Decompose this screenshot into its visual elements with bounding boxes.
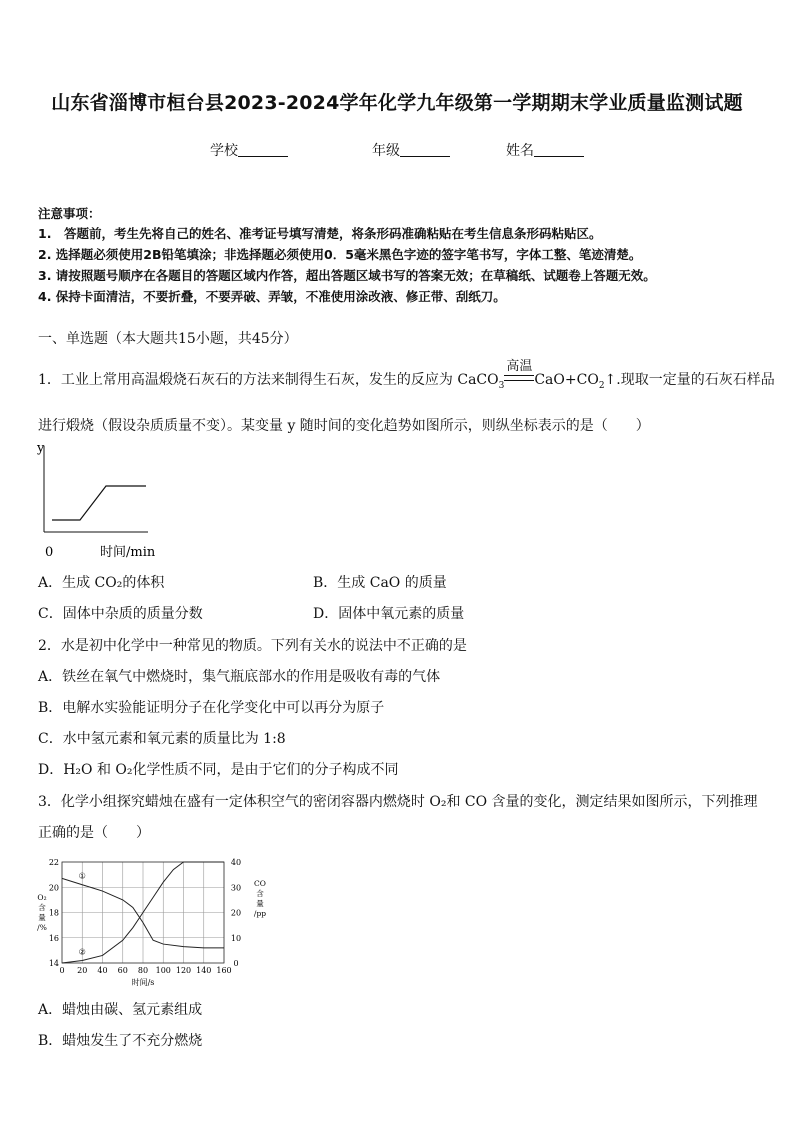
name-field (506, 140, 584, 160)
section-heading: 一、单选题（本大题共15小题，共45分） (38, 331, 298, 347)
y-right-tick-label: 20 (230, 908, 242, 918)
q1-stem-line2: 进行煅烧（假设杂质质量不变）。某变量 y 随时间的变化趋势如图所示，则纵坐标表示的是（ ） (38, 418, 650, 434)
q3-option-a: A．蜡烛由碳、氢元素组成 (38, 1002, 203, 1018)
notice-item: 1. 答题前，考生先将自己的姓名、准考证号填写清楚，将条形码准确粘贴在考生信息条形码粘贴区。 (38, 226, 602, 241)
equal-sign (504, 375, 534, 381)
notice-item: 2. 选择题必须使用2B铅笔填涂；非选择题必须使用0．5毫米黑色字迹的签字笔书写，字体工整、笔迹清楚。 (38, 247, 642, 262)
x-tick-label: 60 (117, 966, 128, 975)
q2-stem: 2．水是初中化学中一种常见的物质。下列有关水的说法中不正确的是 (38, 638, 467, 654)
q1-stem-post2: ↑.现取一定量的石灰石样品 (604, 372, 775, 388)
x-axis-title: 时间/s (131, 978, 155, 987)
x-tick-label: 160 (216, 966, 232, 975)
notice-heading: 注意事项： (38, 206, 101, 221)
q2-option-b: B．电解水实验能证明分子在化学变化中可以再分为原子 (38, 700, 385, 716)
y-left-axis-title: /% (37, 923, 47, 932)
y-right-tick-label: 10 (230, 933, 242, 943)
x-axis-label: 时间/min (100, 545, 156, 560)
school-field (210, 140, 288, 160)
grade-label: 年级 (372, 143, 400, 159)
q3-option-b: B．蜡烛发生了不充分燃烧 (38, 1033, 203, 1049)
y-left-tick-label: 20 (48, 883, 59, 893)
series-marker-label: ② (78, 947, 86, 957)
x-tick-label: 40 (97, 966, 108, 975)
exam-title: 山东省淄博市桓台县2023-2024学年化学九年级第一学期期末学业质量监测试题 (51, 92, 743, 114)
q2-option-c: C．水中氢元素和氧元素的质量比为 1:8 (38, 731, 286, 747)
y-axis-label: y (37, 441, 45, 456)
x-tick-label: 0 (59, 966, 65, 975)
grade-blank (400, 142, 450, 157)
q1-stem-pre: 1．工业上常用高温煅烧石灰石的方法来制得生石灰，发生的反应为 CaCO (38, 372, 499, 388)
notice-item: 3. 请按照题号顺序在各题目的答题区域内作答，超出答题区域书写的答案无效；在草稿纸、试题卷上答题无效。 (38, 268, 656, 283)
name-blank (534, 142, 584, 157)
school-label: 学校 (210, 143, 238, 159)
q3-chart (34, 850, 274, 992)
x-tick-label: 20 (77, 966, 88, 975)
q3-stem-line2: 正确的是（ ） (38, 825, 150, 841)
y-right-tick-label: 0 (233, 959, 239, 968)
trend-line (52, 486, 146, 520)
q1-option-b: B．生成 CaO 的质量 (313, 575, 447, 591)
reaction-condition-label: 高温 (506, 359, 533, 374)
q1-stem-post: CaO+CO (534, 372, 599, 388)
chart-ticks (49, 858, 241, 975)
x-tick-label: 140 (196, 966, 212, 975)
q3-stem: 3．化学小组探究蜡烛在盛有一定体积空气的密闭容器内燃烧时 O₂和 CO 含量的变化，测定结果如图所示，下列推理 (38, 794, 758, 810)
y-left-tick-label: 16 (48, 933, 59, 943)
y-right-axis-title: 量 (256, 899, 264, 908)
y-left-axis-title: O₂ (37, 893, 47, 902)
x-tick-label: 120 (175, 966, 192, 975)
y-right-axis-title: CO (254, 879, 266, 888)
series-marker-label: ① (78, 871, 86, 881)
q1-stem: 1．工业上常用高温煅烧石灰石的方法来制得生石灰，发生的反应为 CaCO$_3$ 高温 $CaO+CO_2↑$.现取一定量的石灰石样品 (38, 369, 775, 391)
q1-option-c: C．固体中杂质的质量分数 (38, 606, 203, 622)
y-right-axis-title: 含 (256, 889, 264, 898)
y-right-tick-label: 40 (230, 858, 242, 867)
y-left-tick-label: 22 (48, 858, 59, 867)
school-blank (238, 142, 288, 157)
q2-option-a: A．铁丝在氧气中燃烧时，集气瓶底部水的作用是吸收有毒的气体 (38, 669, 441, 685)
q2-option-d: D．H₂O 和 O₂化学性质不同，是由于它们的分子构成不同 (38, 762, 399, 778)
y-right-tick-label: 30 (230, 883, 242, 893)
reaction-condition (504, 359, 534, 388)
notice-item: 4. 保持卡面清洁，不要折叠，不要弄破、弄皱，不准使用涂改液、修正带、刮纸刀。 (38, 289, 506, 304)
q1-graph (30, 436, 160, 560)
q1-option-d: D．固体中氧元素的质量 (313, 606, 465, 622)
x-tick-label: 80 (137, 966, 149, 975)
y-right-axis-title: /pp (253, 909, 267, 918)
y-left-axis-title: 含 (38, 903, 46, 912)
y-left-tick-label: 14 (48, 959, 59, 968)
y-left-tick-label: 18 (48, 908, 59, 918)
origin-label: 0 (45, 545, 54, 560)
name-label: 姓名 (506, 143, 534, 159)
q1-option-a: A．生成 CO₂的体积 (38, 575, 165, 591)
x-tick-label: 100 (155, 966, 171, 975)
grade-field (372, 140, 450, 160)
y-left-axis-title: 量 (38, 913, 46, 922)
